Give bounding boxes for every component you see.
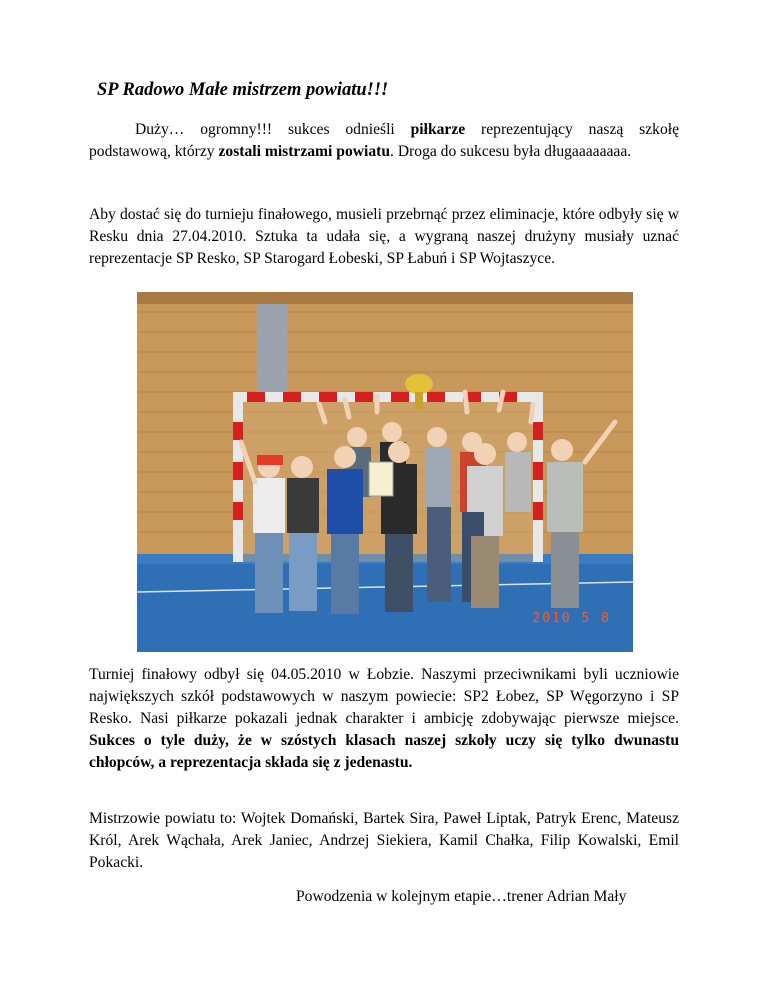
final-text: Turniej finałowy odbył się 04.05.2010 w Łobzie. Naszymi przeciwnikami byli uczniowie największych szkół podstawowych w naszym powiecie: SP2 Łobez, SP Węgorzyno i SP Resko. Nasi piłkarze pokazali jednak charakter i ambicję zdobywając pierwsze miejsce. xyxy=(89,666,679,727)
final-bold-text: Sukces o tyle duży, że w szóstych klasach naszej szkoły uczy się tylko dwunastu chłopców, a reprezentacja składa się z jedenastu. xyxy=(89,732,679,771)
paragraph-final xyxy=(89,664,679,774)
paragraph-qualifiers: Aby dostać się do turnieju finałowego, musieli przebrnąć przez eliminacje, które odbyły się w Resku dnia 27.04.2010. Sztuka ta udała się, a wygraną naszej drużyny musiały uznać reprezentacje SP Resko, SP Starogard Łobeski, SP Łabuń i SP Wojtaszyce. xyxy=(89,206,679,267)
signature: Powodzenia w kolejnym etapie…trener Adrian Mały xyxy=(296,888,627,905)
photo-date-stamp: 2010 5 8 xyxy=(532,611,611,626)
team-photo xyxy=(137,292,633,652)
intro-bold-pilkarze: piłkarze xyxy=(410,121,466,138)
intro-text-c: reprezentujący naszą szkołę podstawową, którzy xyxy=(89,121,679,160)
paragraph-champions: Mistrzowie powiatu to: Wojtek Domański, Bartek Sira, Paweł Liptak, Patryk Erenc, Mateusz Król, Arek Wąchała, Arek Janiec, Andrzej Siekiera, Kamil Chałka, Filip Kowalski, Emil Pokacki. xyxy=(89,810,679,871)
paragraph-intro xyxy=(89,119,679,163)
page-title: SP Radowo Małe mistrzem powiatu!!! xyxy=(97,80,389,100)
intro-text-a: Duży… ogromny!!! sukces odnieśli xyxy=(135,121,411,138)
intro-text-e: . Droga do sukcesu była długaaaaaaaa. xyxy=(390,143,632,160)
team-photo-illustration xyxy=(137,292,633,652)
intro-bold-mistrzami: zostali mistrzami powiatu xyxy=(218,143,391,160)
